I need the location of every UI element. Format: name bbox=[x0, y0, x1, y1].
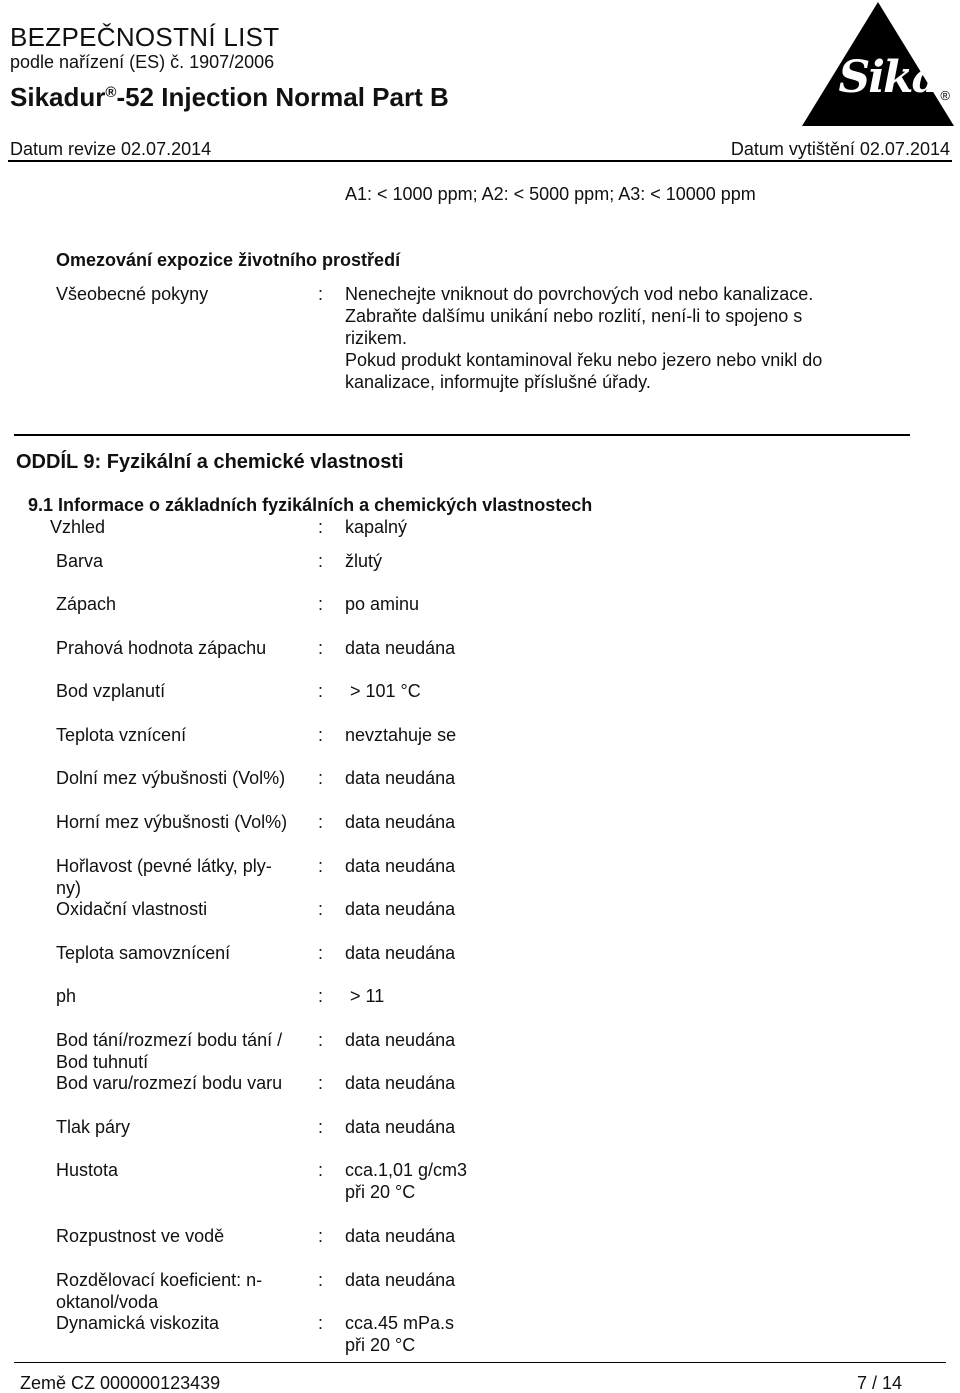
footer-country-code: Země CZ 000000123439 bbox=[20, 1373, 221, 1393]
instruction-line: Nenechejte vniknout do povrchových vod nebo kanalizace. bbox=[345, 284, 814, 304]
instruction-line: Pokud produkt kontaminoval řeku nebo jezero nebo vnikl do bbox=[345, 350, 823, 370]
document-header bbox=[0, 0, 960, 163]
property-label: Vzhled bbox=[50, 517, 106, 537]
property-label: Hustota bbox=[56, 1160, 119, 1180]
property-colon: : bbox=[318, 1030, 324, 1050]
property-colon: : bbox=[318, 1117, 324, 1137]
property-label: Barva bbox=[56, 551, 104, 571]
print-date: Datum vytištění 02.07.2014 bbox=[730, 139, 950, 159]
property-colon: : bbox=[318, 856, 324, 876]
property-label: Dynamická viskozita bbox=[56, 1313, 220, 1333]
property-label: Teplota vznícení bbox=[56, 725, 187, 745]
property-colon: : bbox=[318, 943, 324, 963]
property-value: žlutý bbox=[345, 551, 383, 571]
property-label: Bod tání/rozmezí bodu tání / Bod tuhnutí bbox=[56, 1030, 283, 1072]
property-row bbox=[0, 942, 960, 986]
property-label: Bod varu/rozmezí bodu varu bbox=[56, 1073, 283, 1093]
page-number: 7 / 14 bbox=[856, 1373, 902, 1393]
property-value: > 101 °C bbox=[350, 681, 421, 701]
property-value: po aminu bbox=[345, 594, 420, 614]
property-value: > 11 bbox=[350, 986, 385, 1006]
property-label: Teplota samovznícení bbox=[56, 943, 231, 963]
property-colon: : bbox=[318, 725, 324, 745]
property-colon: : bbox=[318, 1226, 324, 1246]
property-colon: : bbox=[318, 517, 324, 537]
logo-registered-mark: ® bbox=[940, 88, 950, 103]
property-row bbox=[0, 724, 960, 768]
property-label: Bod vzplanutí bbox=[56, 681, 166, 701]
property-value: data neudána bbox=[345, 1270, 456, 1290]
registered-mark: ® bbox=[105, 84, 117, 101]
property-label: Rozdělovací koeficient: n-oktanol/voda bbox=[56, 1270, 263, 1312]
logo-wordmark: Sika bbox=[838, 52, 938, 103]
property-row bbox=[0, 1312, 960, 1356]
property-colon: : bbox=[318, 986, 324, 1006]
property-row bbox=[0, 550, 960, 594]
property-value: data neudána bbox=[345, 1073, 456, 1093]
header-divider bbox=[8, 160, 952, 162]
property-colon: : bbox=[318, 1073, 324, 1093]
property-colon: : bbox=[318, 812, 324, 832]
subsection-title: 9.1 Informace o základních fyzikálních a chemických vlastnostech bbox=[28, 495, 593, 515]
property-value: data neudána bbox=[345, 638, 456, 658]
property-colon: : bbox=[318, 594, 324, 614]
product-name-suffix: -52 Injection Normal Part B bbox=[116, 82, 449, 112]
section-divider bbox=[14, 434, 910, 436]
property-value: kapalný bbox=[345, 517, 408, 537]
property-value-condition: při 20 °C bbox=[345, 1335, 416, 1355]
property-value: data neudána bbox=[345, 943, 456, 963]
property-colon: : bbox=[318, 1313, 324, 1333]
instruction-line: kanalizace, informujte příslušné úřady. bbox=[345, 372, 651, 392]
property-label: Prahová hodnota zápachu bbox=[56, 638, 267, 658]
property-value: data neudána bbox=[345, 768, 456, 788]
property-colon: : bbox=[318, 551, 324, 571]
property-label: Zápach bbox=[56, 594, 117, 614]
property-row bbox=[0, 855, 960, 899]
property-row bbox=[0, 811, 960, 855]
property-value: data neudána bbox=[345, 812, 456, 832]
property-row bbox=[0, 1072, 960, 1116]
property-label: Oxidační vlastnosti bbox=[56, 899, 208, 919]
property-colon: : bbox=[318, 1270, 324, 1290]
instruction-line: Zabraňte dalšímu unikání nebo rozlití, není-li to spojeno s bbox=[345, 306, 803, 326]
property-value: nevztahuje se bbox=[345, 725, 457, 745]
property-row bbox=[0, 1269, 960, 1313]
property-row bbox=[0, 1029, 960, 1073]
section-title: ODDÍL 9: Fyzikální a chemické vlastnosti bbox=[16, 451, 404, 473]
general-instructions-text bbox=[345, 283, 822, 393]
property-value: cca.45 mPa.s bbox=[345, 1313, 455, 1333]
property-row bbox=[0, 637, 960, 681]
footer-divider bbox=[14, 1362, 946, 1363]
regulation-subtitle: podle nařízení (ES) č. 1907/2006 bbox=[10, 52, 275, 72]
property-row bbox=[0, 985, 960, 1029]
property-value: data neudána bbox=[345, 1030, 456, 1050]
property-row bbox=[0, 593, 960, 637]
general-instructions-colon: : bbox=[318, 284, 324, 304]
property-value: data neudána bbox=[345, 1226, 456, 1246]
instruction-line: rizikem. bbox=[345, 328, 407, 348]
property-colon: : bbox=[318, 1160, 324, 1180]
property-row bbox=[0, 767, 960, 811]
sika-logo bbox=[800, 0, 956, 128]
exposure-limits: A1: < 1000 ppm; A2: < 5000 ppm; A3: < 10000 ppm bbox=[345, 184, 756, 204]
property-value: data neudána bbox=[345, 899, 456, 919]
property-label: ph bbox=[56, 986, 77, 1006]
property-row bbox=[0, 680, 960, 724]
revision-date: Datum revize 02.07.2014 bbox=[10, 139, 212, 159]
product-name-base: Sikadur bbox=[10, 82, 106, 112]
property-label: Rozpustnost ve vodě bbox=[56, 1226, 225, 1246]
property-value: data neudána bbox=[345, 1117, 456, 1137]
property-value: data neudána bbox=[345, 856, 456, 876]
property-colon: : bbox=[318, 899, 324, 919]
property-label: Hořlavost (pevné látky, ply-ny) bbox=[56, 856, 272, 898]
property-label: Horní mez výbušnosti (Vol%) bbox=[56, 812, 288, 832]
document-title: BEZPEČNOSTNÍ LIST bbox=[10, 22, 280, 52]
property-colon: : bbox=[318, 681, 324, 701]
product-name bbox=[10, 77, 449, 113]
property-row bbox=[0, 898, 960, 942]
property-row bbox=[0, 1159, 960, 1203]
property-colon: : bbox=[318, 768, 324, 788]
property-value-condition: při 20 °C bbox=[345, 1182, 416, 1202]
property-row bbox=[0, 1225, 960, 1269]
property-colon: : bbox=[318, 638, 324, 658]
general-instructions-label: Všeobecné pokyny bbox=[56, 284, 209, 304]
property-row bbox=[0, 1116, 960, 1160]
property-label: Dolní mez výbušnosti (Vol%) bbox=[56, 768, 286, 788]
environment-heading: Omezování expozice životního prostředí bbox=[56, 250, 401, 270]
property-label: Tlak páry bbox=[56, 1117, 131, 1137]
property-value: cca.1,01 g/cm3 bbox=[345, 1160, 468, 1180]
